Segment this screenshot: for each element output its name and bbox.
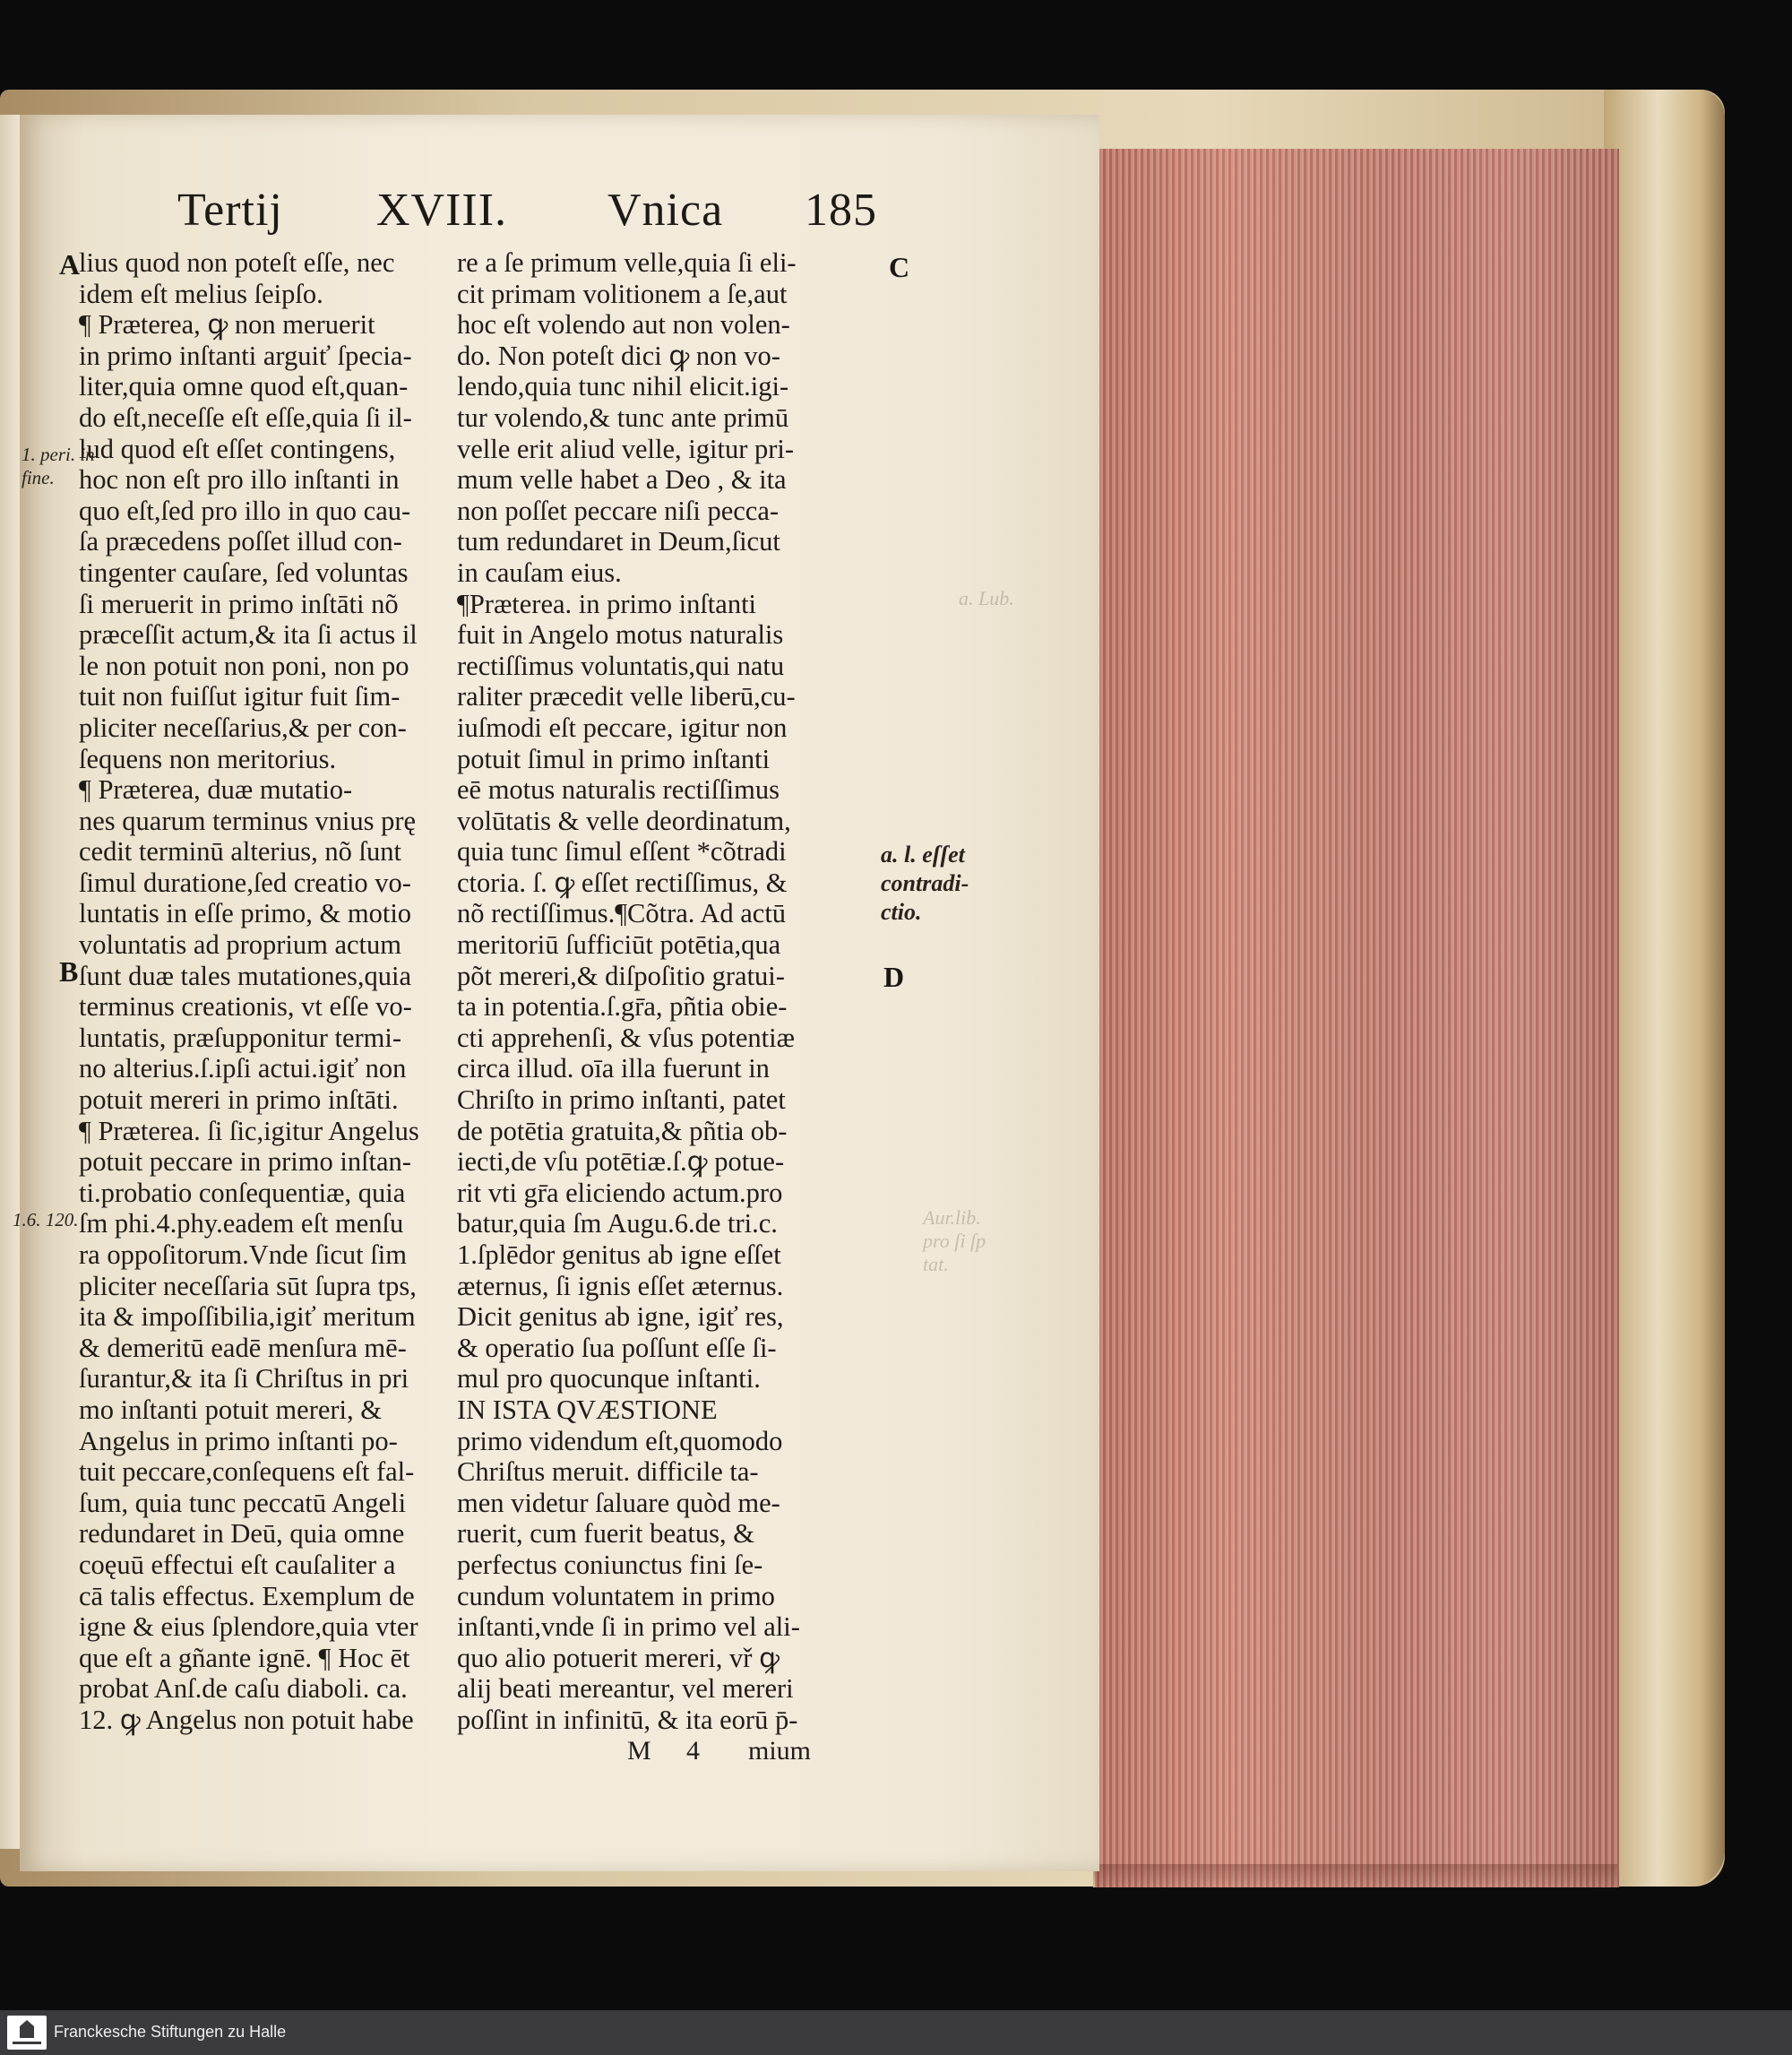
text-line: do. Non poteſt dici ꝙ non vo- [457,340,780,371]
text-line: hoc non eſt pro illo inſtanti in [79,464,400,496]
text-line: no alterius.ſ.ipſi actui.igiť non [79,1053,407,1084]
text-line: de potētia gratuita,& pñtia ob- [457,1115,788,1146]
text-line: re a ſe primum velle,quia ſi eli- [457,247,797,278]
text-line: tur volendo,& tunc ante primū [457,402,789,433]
text-line: ſunt duæ tales mutationes,quia [79,960,412,991]
signature-line [627,1736,896,1772]
text-line: lius quod non poteſt eſſe, nec [79,247,395,278]
text-line: 12. ꝙ Angelus non potuit habe [79,1704,414,1735]
text-line: æternus, ſi ignis eſſet æternus. [457,1270,784,1301]
text-line: cundum voluntatem in primo [457,1580,775,1611]
text-line: ra oppoſitorum.Vnde ſicut ſim [79,1239,407,1270]
text-line: hoc eſt volendo aut non volen- [457,309,790,341]
left-text-column [79,247,419,1736]
text-line: in primo inſtanti arguiť ſpecia- [79,340,412,371]
show-through-note-lower: Aur.lib. pro ſi ſp tat. [923,1206,986,1275]
text-line: ſm phi.4.phy.eadem eſt menſu [79,1208,404,1239]
text-line: ¶ Præterea, duæ mutatio- [79,774,353,806]
text-line: redundaret in Deū, quia omne [79,1518,405,1550]
text-line: nõ rectiſſimus.¶Cõtra. Ad actū [457,898,787,929]
text-line: 1.ſplēdor genitus ab igne eſſet [457,1239,781,1270]
signature-mark: M [627,1736,651,1766]
signature-number: 4 [686,1736,700,1766]
text-line: ſum, quia tunc peccatū Angeli [79,1487,407,1518]
text-line: inſtanti,vnde ſi in primo vel ali- [457,1611,800,1643]
text-line: potuit mereri in primo inſtāti. [79,1084,399,1116]
text-line: voluntatis ad proprium actum [79,929,401,961]
text-line: circa illud. oīa illa fuerunt in [457,1053,770,1084]
text-line: primo videndum eſt,quomodo [457,1425,783,1456]
text-line: & operatio ſua poſſunt eſſe ſi- [457,1332,777,1363]
text-line: fuit in Angelo motus naturalis [457,619,784,651]
running-head [0,184,1792,237]
text-line: cit primam volitionem a ſe,aut [457,278,788,309]
text-line: raliter præcedit velle liberū,cu- [457,681,796,712]
text-line: liter,quia omne quod eſt,quan- [79,371,409,402]
running-head-right: Vnica [607,185,724,236]
text-line: Chriſtus meruit. difficile ta- [457,1456,759,1488]
margin-note-left-1: 1. peri. in fine. [22,444,95,488]
text-line: tum redundaret in Deum,ſicut [457,526,780,557]
institution-footer [0,2010,1792,2055]
binding-spine-edge [1604,90,1725,1887]
catchword: mium [748,1736,812,1766]
text-line: & demeritū eadē menſura mē- [79,1332,407,1363]
text-line: rit vti gr̄a eliciendo actum.pro [457,1177,783,1208]
text-line: non poſſet peccare niſi pecca- [457,495,780,526]
text-line: potuit peccare in primo inſtan- [79,1146,411,1178]
text-line: rectiſſimus voluntatis,qui natu [457,650,785,681]
text-line: ſequens non meritorius. [79,743,337,774]
section-letter-b: B [59,955,79,988]
section-letter-a: A [59,248,81,281]
text-line: perfectus coniunctus fini ſe- [457,1549,763,1580]
margin-note-left-2: 1.6. 120. [13,1209,79,1230]
text-line: mul pro quocunque inſtanti. [457,1363,761,1394]
text-line: ¶ Præterea, ꝙ non meruerit [79,309,375,341]
text-line: luntatis in eſſe primo, & motio [79,898,412,929]
text-line: velle erit aliud velle, igitur pri- [457,433,795,464]
text-line: alij beati mereantur, vel mereri [457,1673,794,1705]
text-line: men videtur ſaluare quòd me- [457,1487,780,1518]
running-head-left: Tertij [177,185,283,236]
text-line: Angelus in primo inſtanti po- [79,1425,398,1456]
text-line: ſi meruerit in primo inſtāti nõ [79,588,399,619]
text-line: tingenter cauſare, ſed voluntas [79,557,409,588]
running-head-center: XVIII. [376,185,508,236]
text-line: batur,quia ſm Augu.6.de tri.c. [457,1208,778,1239]
text-line: pliciter neceſſarius,& per con- [79,712,407,743]
text-line: ſimul duratione,ſed creatio vo- [79,867,411,898]
text-line: mum velle habet a Deo , & ita [457,464,787,496]
text-line: ctoria. ſ. ꝙ eſſet rectiſſimus, & [457,867,788,898]
text-line: lud quod eſt eſſet contingens, [79,433,396,464]
right-text-column [457,247,800,1736]
text-line: iecti,de vſu potētiæ.ſ.ꝙ potue- [457,1146,785,1178]
text-line: põt mereri,& diſpoſitio gratui- [457,960,785,991]
text-line: igne & eius ſplendore,quia vter [79,1611,418,1643]
text-line: probat Anſ.de caſu diaboli. ca. [79,1673,408,1705]
text-line: tuit peccare,conſequens eſt fal- [79,1456,415,1488]
text-line: lendo,quia tunc nihil elicit.igi- [457,371,789,402]
text-line: ti.probatio conſequentiæ, quia [79,1177,406,1208]
text-line: potuit ſimul in primo inſtanti [457,743,771,774]
text-line: ſa præcedens poſſet illud con- [79,526,402,557]
text-line: quo eſt,ſed pro illo in quo cau- [79,495,411,526]
text-line: pliciter neceſſaria sūt ſupra tps, [79,1270,417,1301]
fore-edge-shadow [1093,1864,1617,1891]
show-through-note-upper: a. Lub. [959,587,1014,609]
section-letter-d: D [883,961,905,993]
text-line: do eſt,neceſſe eſt eſſe,quia ſi il- [79,402,412,433]
text-line: ¶Præterea. in primo inſtanti [457,588,757,619]
text-line: quo alio potuerit mereri, vř ꝙ [457,1642,780,1673]
text-line: præceſſit actum,& ita ſi actus il [79,619,418,651]
text-line: ſurantur,& ita ſi Chriſtus in pri [79,1363,409,1394]
text-line: nes quarum terminus vnius prę [79,805,417,836]
text-line: que eſt a gñante ignē. ¶ Hoc ēt [79,1642,410,1673]
text-line: volūtatis & velle deordinatum, [457,805,791,836]
text-line: Dicit genitus ab igne, igiť res, [457,1301,784,1333]
text-line: cā talis effectus. Exemplum de [79,1580,415,1611]
institution-name: Franckesche Stiftungen zu Halle [54,2023,287,2041]
text-line: mo inſtanti potuit mereri, & [79,1394,382,1425]
text-line: iuſmodi eſt peccare, igitur non [457,712,788,743]
text-line: meritoriū ſufficiūt potētia,qua [457,929,781,961]
text-line: coęuū effectui eſt cauſaliter a [79,1549,396,1580]
text-line: le non potuit non poni, non po [79,650,409,681]
institution-logo-icon [7,2016,47,2050]
page-number: 185 [805,185,877,236]
section-letter-c: C [889,251,910,283]
text-line: tuit non fuiſſut igitur fuit ſim- [79,681,401,712]
text-line: quia tunc ſimul eſſent *cõtradi [457,836,787,868]
text-line: terminus creationis, vt eſſe vo- [79,991,412,1023]
text-line: cti apprehenſi, & vſus potentiæ [457,1022,795,1053]
text-line: poſſint in infinitū, & ita eorū p̄- [457,1704,798,1735]
text-line: in cauſam eius. [457,557,622,588]
text-line: luntatis, præſupponitur termi- [79,1022,402,1053]
fore-edge [1093,149,1619,1887]
text-line: idem eſt melius ſeipſo. [79,278,323,309]
text-line: eē motus naturalis rectiſſimus [457,774,780,806]
text-line: IN ISTA QVÆSTIONE [457,1394,718,1425]
text-line: ¶ Præterea. ſi ſic,igitur Angelus [79,1115,419,1146]
text-line: Chriſto in primo inſtanti, patet [457,1084,786,1116]
text-line: cedit terminū alterius, nõ ſunt [79,836,401,868]
margin-note-right: a. l. eſſet contradi- ctio. [881,842,969,925]
text-line: ita & impoſſibilia,igiť meritum [79,1301,416,1333]
text-line: ta in potentia.ſ.gr̄a, pñtia obie- [457,991,788,1023]
text-line: ruerit, cum fuerit beatus, & [457,1518,755,1550]
